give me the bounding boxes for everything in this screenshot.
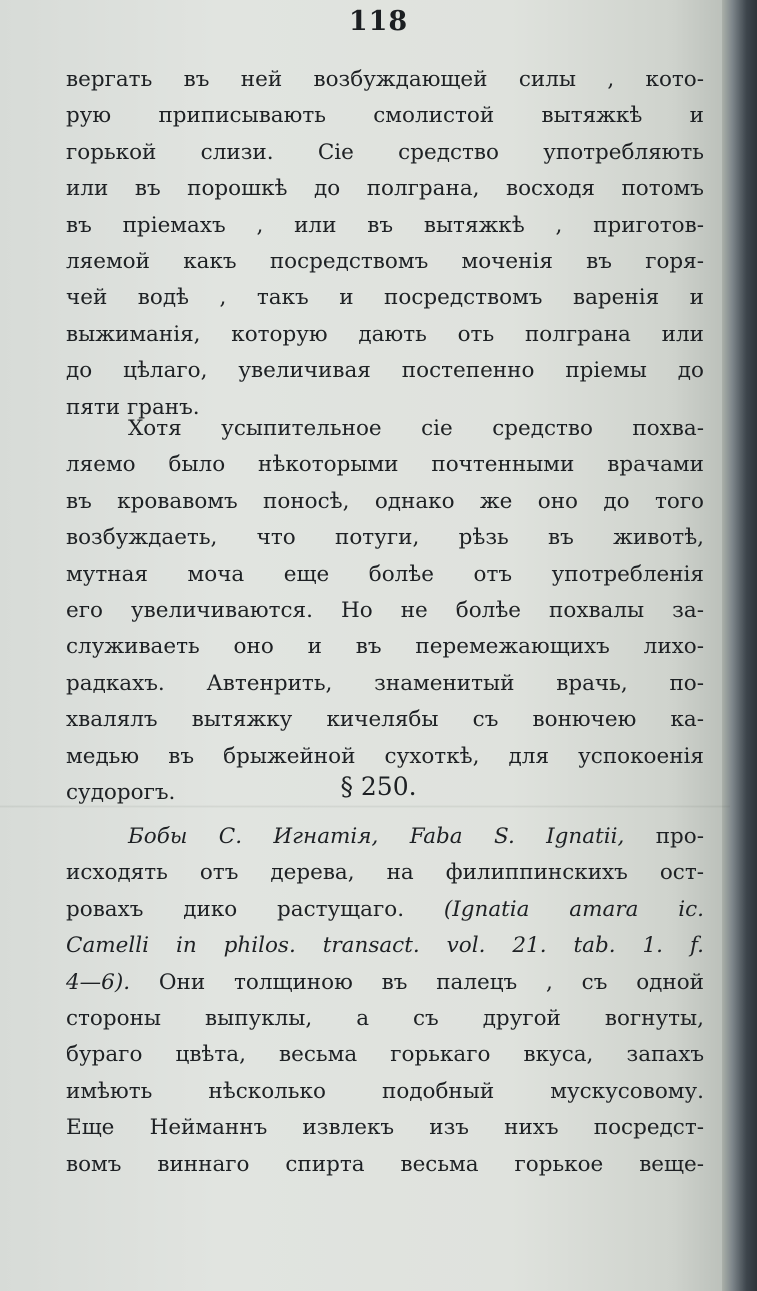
text-line: до цѣлаго, увеличивая постепенно пріемы до — [66, 358, 704, 384]
paragraph-3 — [66, 819, 704, 1183]
text-line: исходять отъ дерева, на филиппинскихъ ост- — [66, 860, 704, 886]
text-line: горькой слизи. Сіе средство употребляють — [66, 139, 704, 165]
text-line: его увеличиваются. Но не болѣе похвалы за- — [66, 597, 704, 623]
text-line: ляемо было нѣкоторыми почтенными врачами — [66, 452, 704, 478]
text-line: возбуждаеть, что потуги, рѣзь въ животѣ, — [66, 525, 704, 551]
page-edge-shadow — [722, 0, 757, 1291]
text-line: Хотя усыпительное сіе средство похва- — [128, 416, 704, 441]
text-line: радкахъ. Автенрить, знаменитый врачь, по- — [66, 670, 704, 696]
page-number: 118 — [348, 6, 409, 37]
text-line: выжиманія, которую дають оть полграна или — [66, 321, 704, 347]
text-line: имѣють нѣсколько подобный мускусовому. — [66, 1078, 704, 1104]
citation: (Ignatia amara ic. — [404, 896, 704, 922]
text-line: ляемой какъ посредствомъ моченія въ горя- — [66, 248, 704, 274]
text-line: мутная моча еще болѣе отъ употребленія — [66, 561, 704, 587]
text-line: рую приписывають смолистой вытяжкѣ и — [66, 103, 704, 129]
text-line — [66, 892, 704, 928]
text-line — [66, 965, 704, 1001]
text-fragment: про- — [624, 824, 704, 849]
text-line: въ кровавомъ поносѣ, однако же оно до того — [66, 488, 704, 514]
text-line: или въ порошкѣ до полграна, восходя потомъ — [66, 176, 704, 202]
text-fragment: ровахъ дико растущаго. — [66, 896, 405, 922]
citation: 4—6). — [66, 969, 131, 995]
paragraph-2 — [66, 411, 704, 811]
text-line: судорогъ. — [66, 779, 176, 805]
text-line: вергать въ ней возбуждающей силы , кото- — [66, 67, 704, 92]
text-line: бураго цвѣта, весьма горькаго вкуса, запахъ — [66, 1042, 704, 1068]
section-heading: § 250. — [340, 772, 417, 801]
text-line: Еще Нейманнъ извлекъ изъ нихъ посредст- — [66, 1115, 704, 1141]
text-line — [66, 819, 704, 855]
text-line: хвалялъ вытяжку кичелябы съ вонючею ка- — [66, 707, 704, 733]
text-line: чей водѣ , такъ и посредствомъ варенія и — [66, 285, 704, 311]
text-line: служиваеть оно и въ перемежающихъ лихо- — [66, 634, 704, 660]
text-line: стороны выпуклы, а съ другой вогнуты, — [66, 1005, 704, 1031]
text-fragment: Они толщиною въ палецъ , съ одной — [130, 969, 704, 995]
text-line: пяти гранъ. — [66, 394, 200, 420]
text-line: вомъ виннаго спирта весьма горькое веще- — [66, 1151, 704, 1177]
text-line: въ пріемахъ , или въ вытяжкѣ , приготов- — [66, 212, 704, 238]
citation-line: Camelli in philos. transact. vol. 21. tab. 1. f. — [66, 933, 704, 959]
latin-name: Бобы С. Игнатія, Faba S. Ignatii, — [128, 824, 625, 849]
text-line: медью въ брыжейной сухоткѣ, для успокоенія — [66, 743, 704, 769]
paragraph-1 — [66, 62, 704, 426]
